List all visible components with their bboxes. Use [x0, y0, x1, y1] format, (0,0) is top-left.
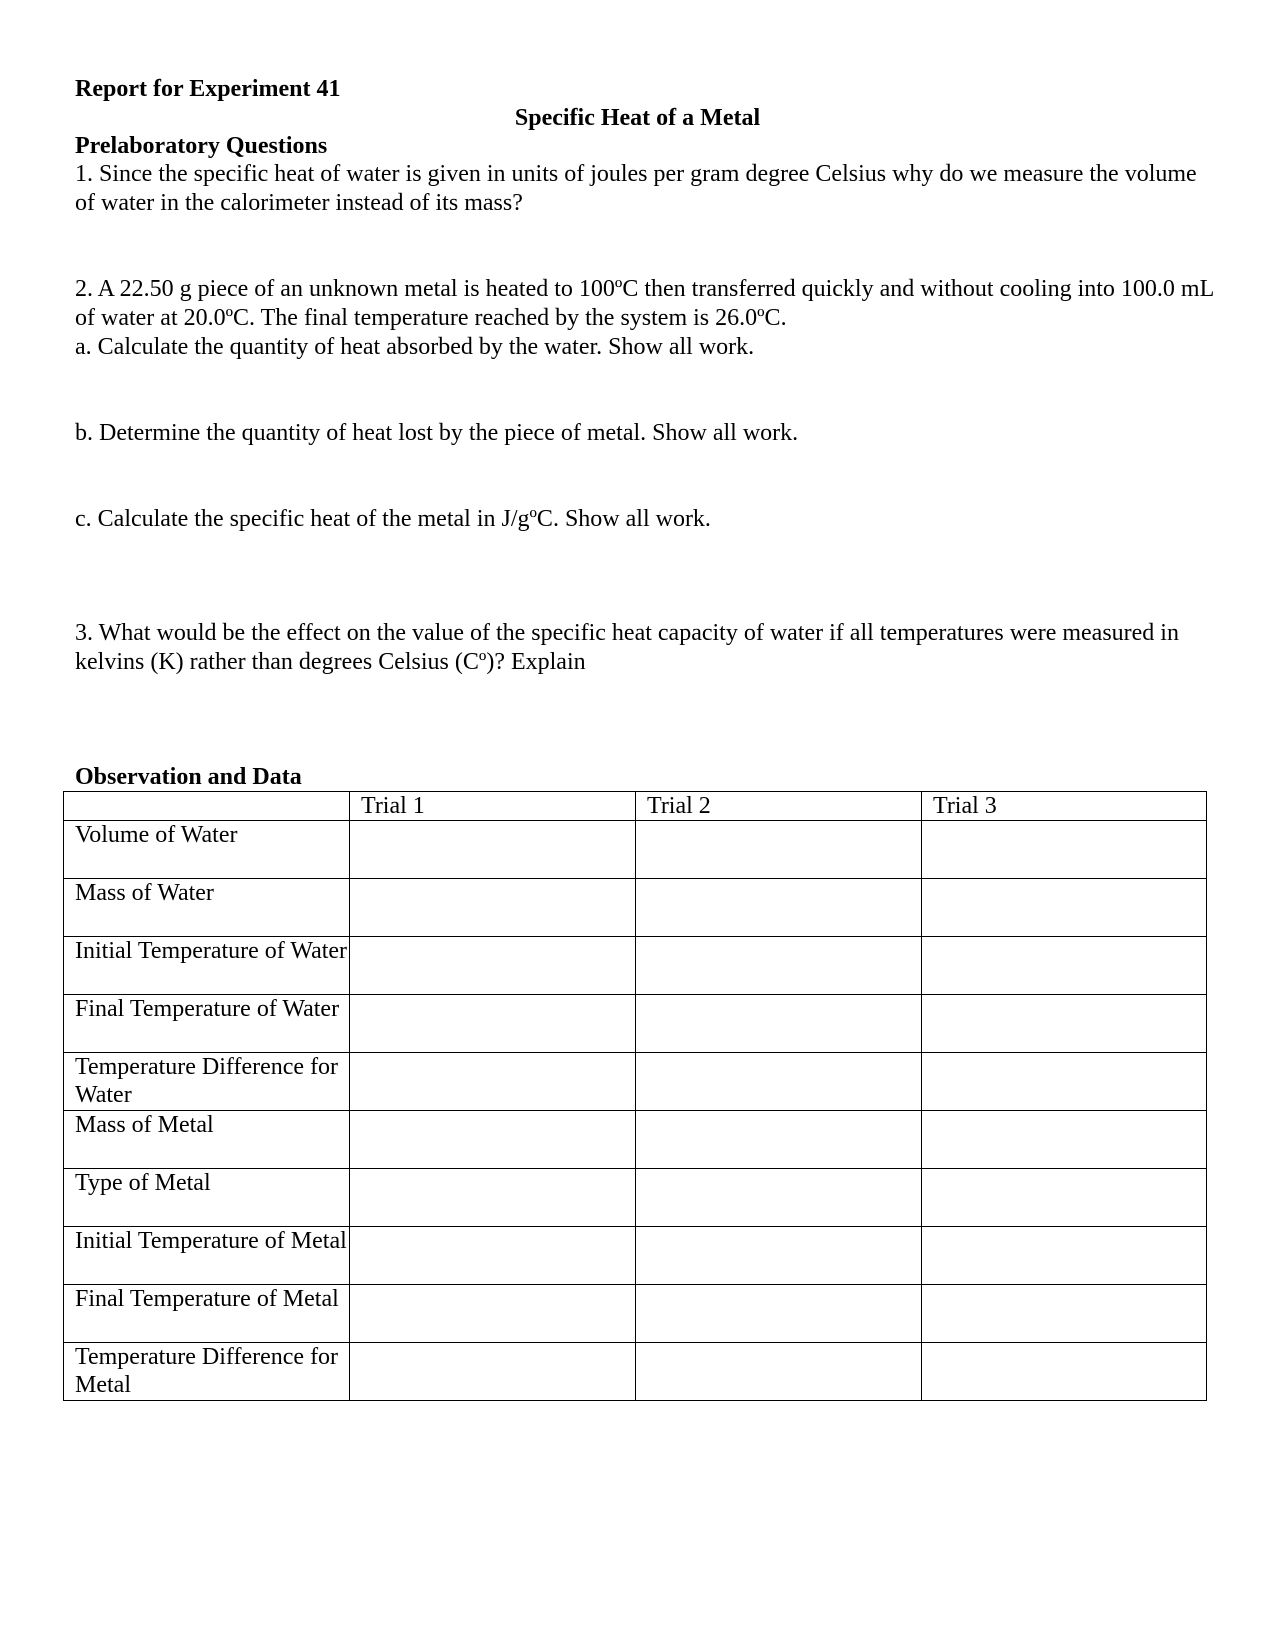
- row-label: Final Temperature of Metal: [64, 1285, 350, 1343]
- trial-3-entry-cell[interactable]: [922, 937, 1207, 995]
- trial-2-entry-cell[interactable]: [636, 1343, 922, 1401]
- document-title: Specific Heat of a Metal: [514, 105, 761, 131]
- data-table: [63, 791, 1207, 1401]
- trial-3-entry-cell[interactable]: [922, 995, 1207, 1053]
- trial-1-entry-cell[interactable]: [350, 1111, 636, 1169]
- question-2c: c. Calculate the specific heat of the metal in J/gºC. Show all work.: [75, 506, 711, 532]
- observation-heading: Observation and Data: [75, 764, 302, 790]
- trial-1-entry-cell[interactable]: [350, 1343, 636, 1401]
- table-row: [64, 1169, 1207, 1227]
- table-row: [64, 1343, 1207, 1401]
- trial-2-entry-cell[interactable]: [636, 937, 922, 995]
- trial-2-entry-cell[interactable]: [636, 1111, 922, 1169]
- row-label: Temperature Difference for Water: [64, 1053, 350, 1111]
- row-label: Final Temperature of Water: [64, 995, 350, 1053]
- trial-1-entry-cell[interactable]: [350, 1169, 636, 1227]
- trial-1-entry-cell[interactable]: [350, 1285, 636, 1343]
- trial-2-entry-cell[interactable]: [636, 1285, 922, 1343]
- trial-3-entry-cell[interactable]: [922, 1343, 1207, 1401]
- table-row: [64, 1227, 1207, 1285]
- trial-3-entry-cell[interactable]: [922, 1227, 1207, 1285]
- prelab-heading: Prelaboratory Questions: [75, 133, 328, 159]
- trial-1-entry-cell[interactable]: [350, 937, 636, 995]
- trial-2-entry-cell[interactable]: [636, 879, 922, 937]
- trial-1-entry-cell[interactable]: [350, 995, 636, 1053]
- row-label: Temperature Difference for Metal: [64, 1343, 350, 1401]
- report-title: Report for Experiment 41: [75, 76, 341, 102]
- header-cell-trial-2: Trial 2: [636, 792, 922, 821]
- question-2: 2. A 22.50 g piece of an unknown metal is heated to 100ºC then transferred quickly and without cooling into 100.0 mL of water at 20.0ºC. The final temperature reached by the system is 26.0ºC.: [75, 276, 1214, 331]
- trial-3-entry-cell[interactable]: [922, 1285, 1207, 1343]
- row-label: Volume of Water: [64, 821, 350, 879]
- trial-3-entry-cell[interactable]: [922, 1111, 1207, 1169]
- trial-1-entry-cell[interactable]: [350, 879, 636, 937]
- table-row: [64, 879, 1207, 937]
- row-label: Initial Temperature of Metal: [64, 1227, 350, 1285]
- question-3: 3. What would be the effect on the value of the specific heat capacity of water if all temperatures were measured in kelvins (K) rather than degrees Celsius (Cº)? Explain: [75, 620, 1179, 675]
- header-cell-trial-1: Trial 1: [350, 792, 636, 821]
- trial-3-entry-cell[interactable]: [922, 1053, 1207, 1111]
- row-label: Mass of Water: [64, 879, 350, 937]
- trial-1-entry-cell[interactable]: [350, 1227, 636, 1285]
- table-row: [64, 937, 1207, 995]
- table-row: [64, 1285, 1207, 1343]
- table-row: [64, 1111, 1207, 1169]
- question-2a: a. Calculate the quantity of heat absorbed by the water. Show all work.: [75, 334, 755, 360]
- trial-1-entry-cell[interactable]: [350, 1053, 636, 1111]
- trial-2-entry-cell[interactable]: [636, 821, 922, 879]
- row-label: Mass of Metal: [64, 1111, 350, 1169]
- table-row: [64, 821, 1207, 879]
- trial-2-entry-cell[interactable]: [636, 1053, 922, 1111]
- trial-3-entry-cell[interactable]: [922, 821, 1207, 879]
- table-row: [64, 1053, 1207, 1111]
- trial-3-entry-cell[interactable]: [922, 1169, 1207, 1227]
- header-cell-blank: [64, 792, 350, 821]
- trial-2-entry-cell[interactable]: [636, 1169, 922, 1227]
- trial-3-entry-cell[interactable]: [922, 879, 1207, 937]
- question-1: 1. Since the specific heat of water is given in units of joules per gram degree Celsius why do we measure the volume of water in the calorimeter instead of its mass?: [75, 161, 1197, 216]
- trial-2-entry-cell[interactable]: [636, 995, 922, 1053]
- table-header-row: [64, 792, 1207, 821]
- question-2b: b. Determine the quantity of heat lost by the piece of metal. Show all work.: [75, 420, 799, 446]
- row-label: Initial Temperature of Water: [64, 937, 350, 995]
- table-row: [64, 995, 1207, 1053]
- trial-1-entry-cell[interactable]: [350, 821, 636, 879]
- row-label: Type of Metal: [64, 1169, 350, 1227]
- trial-2-entry-cell[interactable]: [636, 1227, 922, 1285]
- header-cell-trial-3: Trial 3: [922, 792, 1207, 821]
